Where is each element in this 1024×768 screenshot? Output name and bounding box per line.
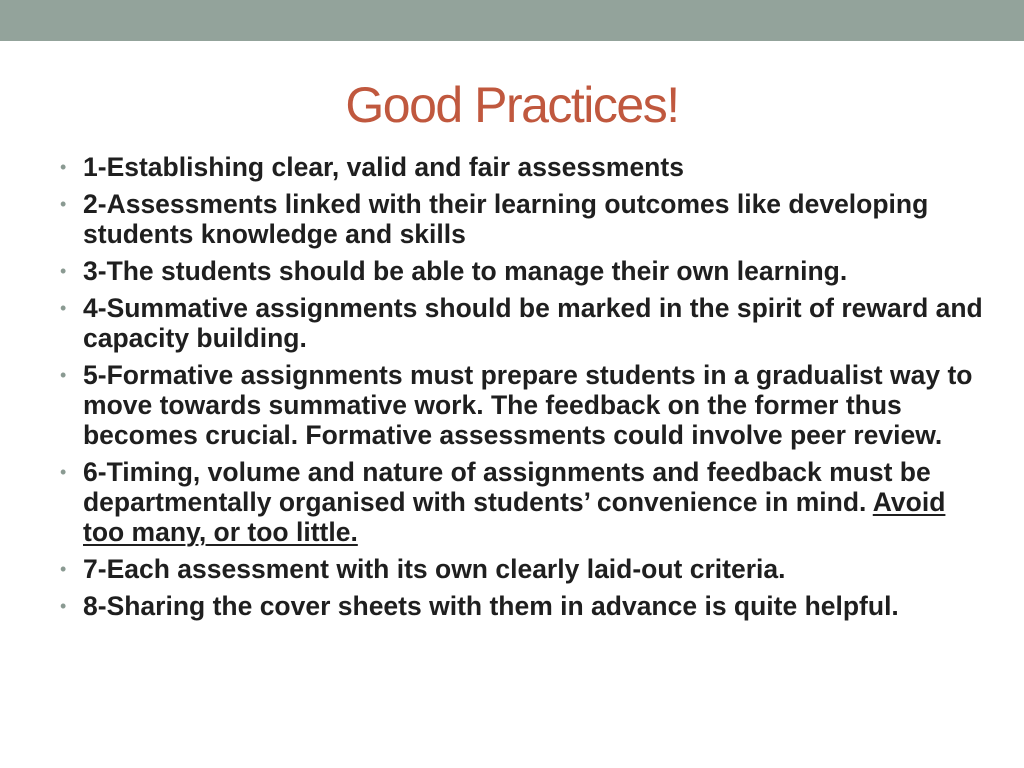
bullet-item-6 [60,457,990,547]
bullet-item-7 [60,554,990,584]
slide-title: Good Practices! [345,77,679,133]
bullet-icon: • [60,559,67,579]
bullet-icon: • [60,194,67,214]
bullet-text: 6-Timing, volume and nature of assignments and feedback must be departmentally organised with students’ convenience in mind. [83,457,931,517]
bullet-list [60,152,990,628]
bullet-text: 8-Sharing the cover sheets with them in advance is quite helpful. [83,591,899,621]
bullet-text: 3-The students should be able to manage their own learning. [83,256,848,286]
bullet-text: 7-Each assessment with its own clearly laid-out criteria. [83,554,786,584]
bullet-text: 5-Formative assignments must prepare students in a gradualist way to move towards summative work. The feedback on the former thus becomes crucial. Formative assessments could involve peer review. [83,360,973,450]
bullet-icon: • [60,596,67,616]
bullet-icon: • [60,462,67,482]
bullet-item-2 [60,189,990,249]
bullet-item-1 [60,152,990,182]
bullet-icon: • [60,157,67,177]
bullet-text: 4-Summative assignments should be marked in the spirit of reward and capacity building. [83,293,983,353]
bullet-item-5 [60,360,990,450]
top-bar [0,0,1024,41]
bullet-icon: • [60,365,67,385]
bullet-item-4 [60,293,990,353]
bullet-icon: • [60,261,67,281]
bullet-icon: • [60,298,67,318]
bullet-item-3 [60,256,990,286]
bullet-text: 2-Assessments linked with their learning outcomes like developing students knowledge and skills [83,189,929,249]
bullet-item-8 [60,591,990,621]
underlined-emphasis: Avoid too many, or too little. [83,487,946,547]
bullet-text: 1-Establishing clear, valid and fair assessments [83,152,684,182]
